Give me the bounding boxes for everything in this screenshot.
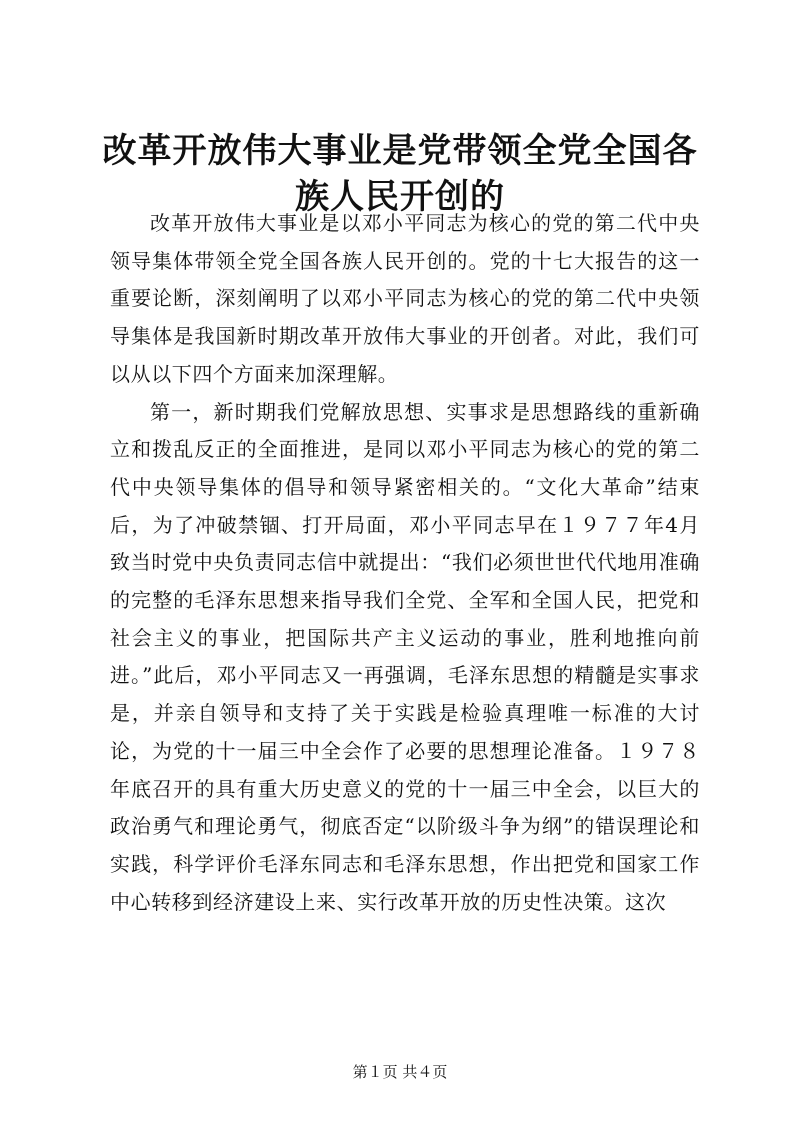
paragraph-first-point: 第一，新时期我们党解放思想、实事求是思想路线的重新确立和拨乱反正的全面推进，是同以邓小平同志为核心的党的第二代中央领导集体的倡导和领导紧密相关的。“文化大革命”结束后，为了冲破禁锢、打开局面，邓小平同志早在１９７７年4月致当时党中央负责同志信中就提出：“我们必须世世代代地用准确的完整的毛泽东思想来指导我们全党、全军和全国人民，把党和社会主义的事业，把国际共产主义运动的事业，胜利地推向前进。”此后，邓小平同志又一再强调，毛泽东思想的精髓是实事求是，并亲自领导和支持了关于实践是检验真理唯一标准的大讨论，为党的十一届三中全会作了必要的思想理论准备。１９７８年底召开的具有重大历史意义的党的十一届三中全会，以巨大的政治勇气和理论勇气，彻底否定“以阶级斗争为纲”的错误理论和实践，科学评价毛泽东同志和毛泽东思想，作出把党和国家工作中心转移到经济建设上来、实行改革开放的历史性决策。这次: [110, 399, 700, 914]
paragraph-intro: 改革开放伟大事业是以邓小平同志为核心的党的第二代中央领导集体带领全党全国各族人民开创的。党的十七大报告的这一重要论断，深刻阐明了以邓小平同志为核心的党的第二代中央领导集体是我国新时期改革开放伟大事业的开创者。对此，我们可以从以下四个方面来加深理解。: [110, 211, 700, 386]
document-title: 改革开放伟大事业是党带领全党全国各族人民开创的: [102, 131, 698, 217]
page-number: 第１页 共４页: [352, 1063, 448, 1081]
document-body: [110, 205, 700, 921]
